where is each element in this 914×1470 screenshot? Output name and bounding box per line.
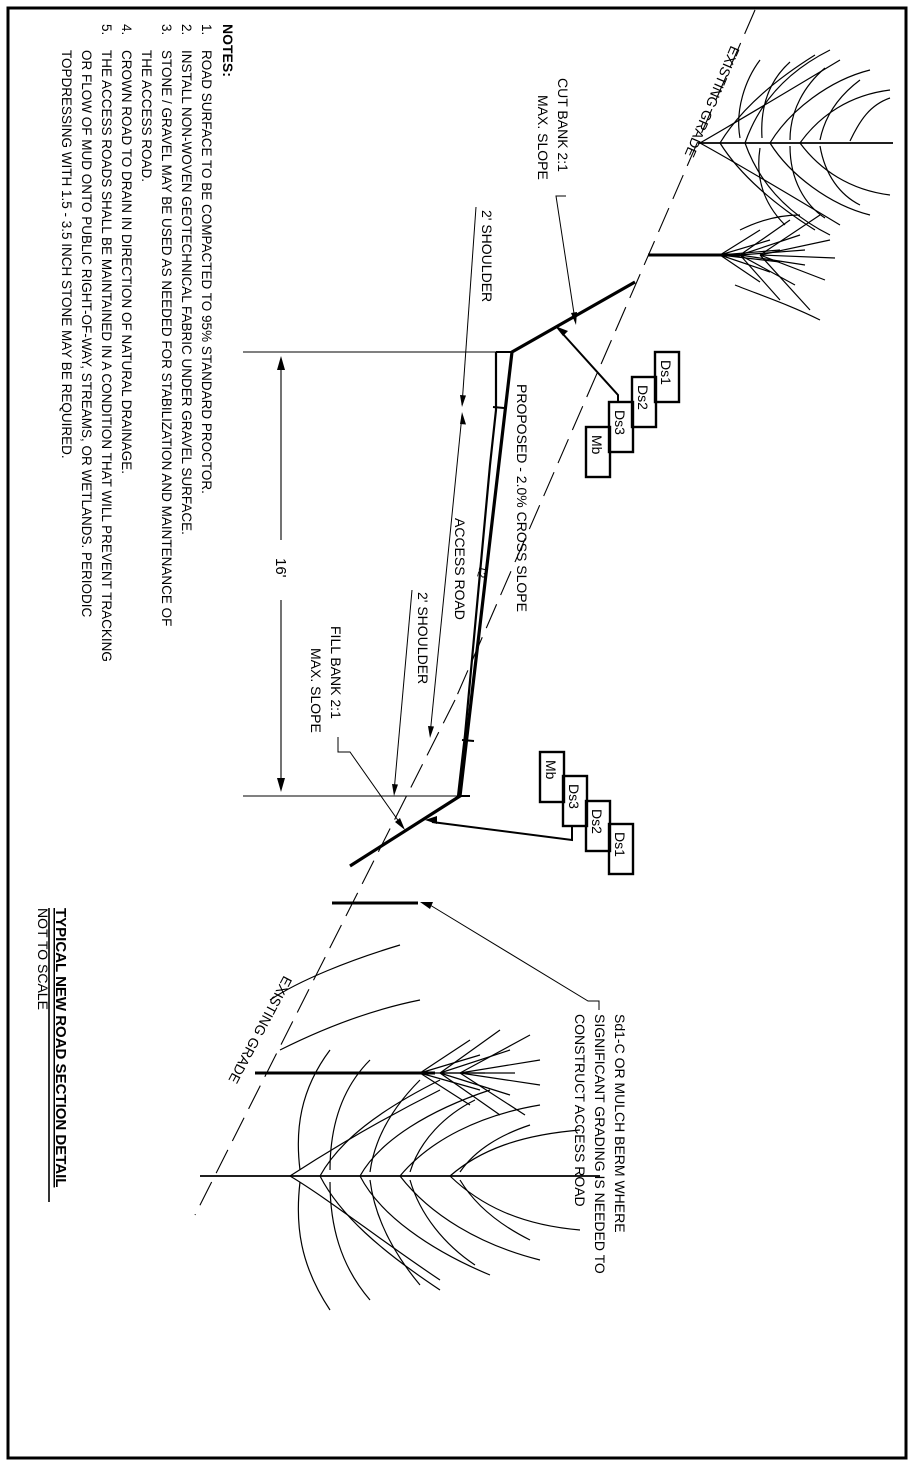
note-text: STONE / GRAVEL MAY BE USED AS NEEDED FOR STABILIZATION AND MAINTENANCE OF <box>159 50 174 627</box>
practice-code-label: Ds3 <box>566 784 582 809</box>
note-text: THE ACCESS ROAD. <box>139 50 154 183</box>
cut-bank-label: CUT BANK 2:1 <box>555 78 571 172</box>
practice-codes-top <box>555 326 679 477</box>
note-number: 1. <box>199 24 214 36</box>
note-text: INSTALL NON-WOVEN GEOTECHNICAL FABRIC UNDER GRAVEL SURFACE. <box>179 50 194 535</box>
note-number: 5. <box>99 24 114 36</box>
note-text: CROWN ROAD TO DRAIN IN DIRECTION OF NATURAL DRAINAGE. <box>119 50 134 475</box>
existing-grade-top-label: EXISTING GRADE <box>681 43 743 160</box>
practice-code-label: Ds1 <box>658 360 674 385</box>
practice-code-label: Ds2 <box>589 809 605 834</box>
practice-codes-bottom <box>425 752 633 874</box>
tree-top-icon <box>648 50 893 320</box>
shoulder-bottom-label: 2' SHOULDER <box>415 592 431 685</box>
practice-code-label: Ds1 <box>612 832 628 857</box>
cross-slope-label: PROPOSED - 2.0% CROSS SLOPE <box>514 384 530 612</box>
title-block <box>35 908 69 1202</box>
note-text: ROAD SURFACE TO BE COMPACTED TO 95% STANDARD PROCTOR. <box>199 50 214 494</box>
practice-code-label: Mb <box>589 435 605 455</box>
detail-scale: NOT TO SCALE <box>35 908 51 1010</box>
labels <box>225 44 742 1274</box>
note-number: 2. <box>179 24 194 36</box>
cross-slope-ratio: 12 <box>474 564 489 580</box>
sheet-border <box>8 8 906 1458</box>
notes-heading: NOTES: <box>220 24 236 77</box>
access-road-label: ACCESS ROAD <box>452 518 468 620</box>
tree-bottom-icon <box>200 945 600 1310</box>
detail-title: TYPICAL NEW ROAD SECTION DETAIL <box>52 908 69 1188</box>
berm-note-line-2: SIGNIFICANT GRADING IS NEEDED TO <box>592 1014 608 1274</box>
practice-code-label: Ds3 <box>612 410 628 435</box>
existing-grade-bottom-label: EXISTING GRADE <box>225 973 296 1087</box>
note-text: THE ACCESS ROADS SHALL BE MAINTAINED IN A CONDITION THAT WILL PREVENT TRACKING <box>99 50 114 662</box>
cut-bank-slope-label: MAX. SLOPE <box>535 95 551 180</box>
berm-note-line-3: CONSTRUCT ACCESS ROAD <box>572 1014 588 1207</box>
berm-note-line-1: Sd1-C OR MULCH BERM WHERE <box>612 1014 628 1233</box>
practice-code-label: Ds2 <box>635 385 651 410</box>
note-text: TOPDRESSING WITH 1.5 - 3.5 INCH STONE MAY BE REQUIRED. <box>59 50 74 459</box>
note-text: OR FLOW OF MUD ONTO PUBLIC RIGHT-OF-WAY, STREAMS, OR WETLANDS. PERIODIC <box>79 50 94 618</box>
notes-block <box>59 24 236 662</box>
note-number: 4. <box>119 24 134 36</box>
fill-bank-slope-label: MAX. SLOPE <box>308 648 324 733</box>
road-width-dimension: 16' <box>272 558 289 578</box>
practice-code-label: Mb <box>543 760 559 780</box>
shoulder-top-label: 2' SHOULDER <box>479 210 495 303</box>
fill-bank-label: FILL BANK 2:1 <box>328 626 344 719</box>
existing-grade-line <box>195 10 755 1215</box>
note-number: 3. <box>159 24 174 36</box>
